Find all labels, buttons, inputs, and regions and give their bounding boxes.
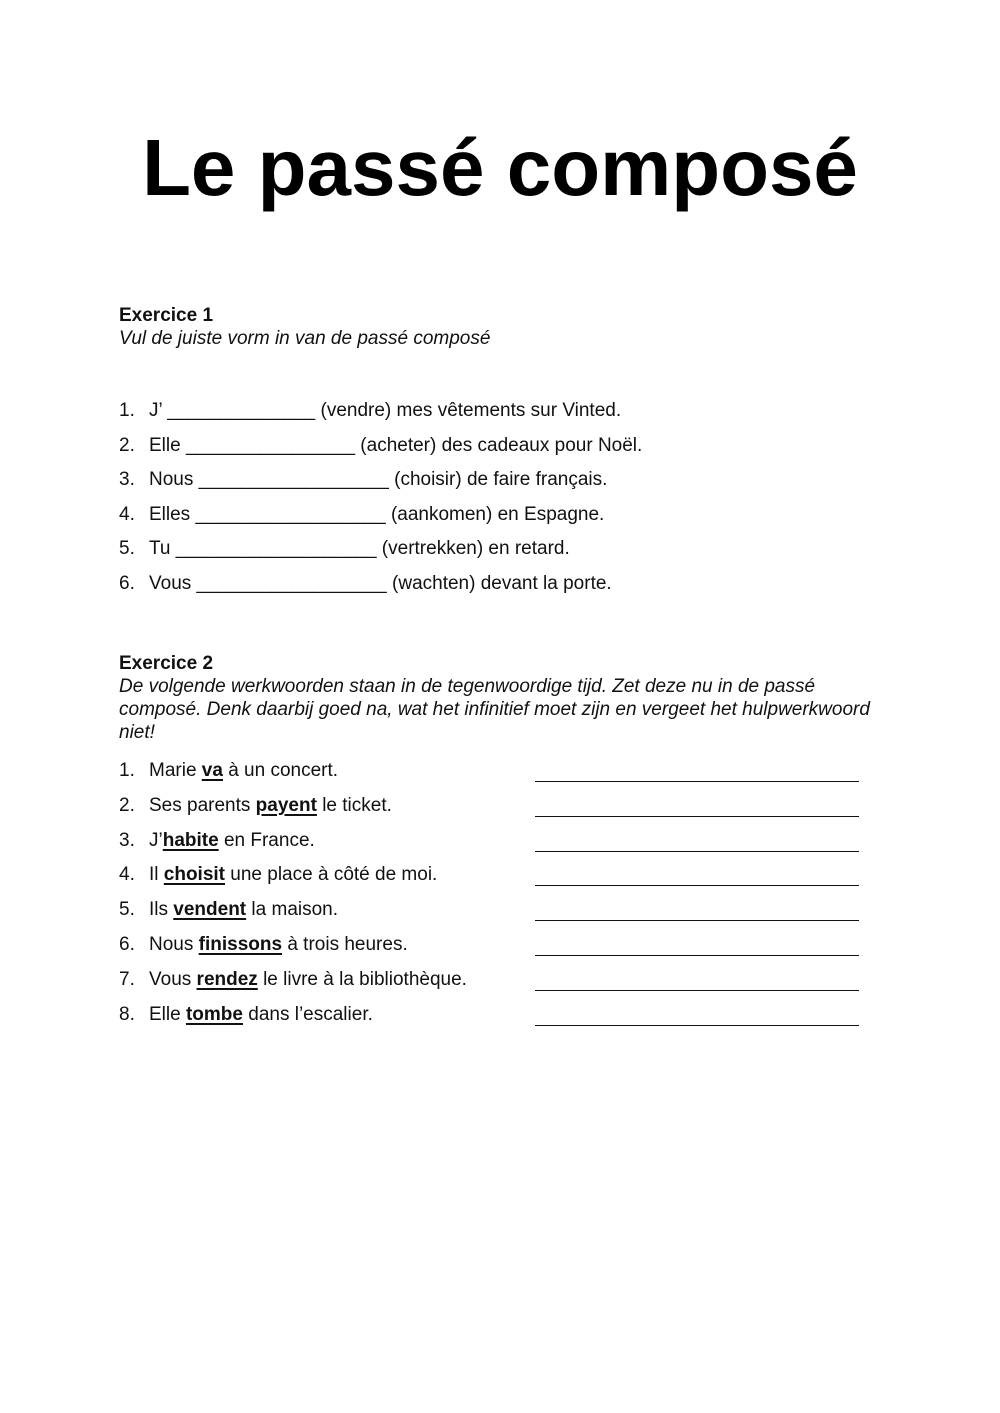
item-text-after: en France. — [218, 829, 315, 851]
item-text-before: J’ — [149, 829, 163, 851]
item-text-after: à un concert. — [222, 760, 339, 781]
exercise-2-section — [119, 652, 879, 1032]
exercise-1-section — [119, 304, 879, 602]
exercise-2-item — [119, 893, 879, 928]
conjugated-verb: vendent — [173, 899, 247, 921]
item-number: 3. — [119, 829, 135, 851]
conjugated-verb: tombe — [185, 1003, 243, 1025]
answer-line[interactable] — [535, 885, 859, 886]
item-text-before: Il — [149, 864, 164, 886]
item-text-after: à trois heures. — [282, 933, 408, 955]
answer-line[interactable] — [535, 781, 859, 782]
item-number: 1. — [119, 760, 135, 781]
item-text-before: Nous — [149, 933, 199, 955]
item-text-before: Elle — [149, 1003, 186, 1025]
page-title: Le passé composé — [142, 123, 858, 212]
item-number: 7. — [119, 968, 135, 990]
item-text-after: le livre à la bibliothèque. — [257, 968, 467, 990]
conjugated-verb: payent — [255, 794, 317, 816]
item-text-before: Ils — [149, 899, 174, 921]
item-number: 6. — [119, 933, 135, 955]
exercise-1-item[interactable] — [119, 463, 879, 498]
item-number: 1. — [119, 400, 135, 421]
exercise-1-item[interactable] — [119, 532, 879, 567]
item-sentence: Tu ___________________ (vertrekken) en retard. — [149, 538, 570, 560]
exercise-2-item — [119, 754, 879, 789]
answer-line[interactable] — [535, 816, 859, 817]
answer-line[interactable] — [535, 920, 859, 921]
item-sentence: Vous __________________ (wachten) devant la porte. — [149, 572, 612, 594]
item-number: 3. — [119, 469, 135, 491]
answer-line[interactable] — [535, 851, 859, 852]
answer-line[interactable] — [535, 955, 859, 956]
exercise-1-heading: Exercice 1 — [119, 305, 214, 326]
answer-line[interactable] — [535, 1025, 859, 1026]
exercise-2-item — [119, 928, 879, 963]
conjugated-verb: rendez — [196, 968, 258, 990]
exercise-1-item[interactable] — [119, 567, 879, 602]
item-text-before: Ses parents — [149, 794, 256, 816]
exercise-2-item — [119, 998, 879, 1033]
item-number: 4. — [119, 864, 135, 886]
conjugated-verb: choisit — [163, 864, 226, 886]
item-number: 2. — [119, 794, 135, 816]
conjugated-verb: va — [201, 760, 223, 781]
exercise-1-list — [119, 394, 879, 602]
exercise-2-item — [119, 789, 879, 824]
item-sentence: Elles __________________ (aankomen) en Espagne. — [149, 503, 605, 525]
item-number: 2. — [119, 434, 135, 456]
exercise-2-heading: Exercice 2 — [119, 653, 214, 674]
exercise-2-item — [119, 824, 879, 859]
exercise-1-instruction: Vul de juiste vorm in van de passé composé — [119, 328, 491, 349]
item-number: 5. — [119, 538, 135, 560]
exercise-2-item — [119, 963, 879, 998]
exercise-2-list — [119, 754, 879, 1032]
conjugated-verb: finissons — [198, 933, 283, 955]
exercise-1-item[interactable] — [119, 498, 879, 533]
item-text-after: la maison. — [246, 899, 339, 921]
item-text-before: Marie — [149, 760, 202, 781]
item-number: 6. — [119, 572, 135, 594]
item-sentence: J’ ______________ (vendre) mes vêtements sur Vinted. — [149, 400, 622, 421]
item-number: 5. — [119, 899, 135, 921]
exercise-2-instruction: De volgende werkwoorden staan in de tegenwoordige tijd. Zet deze nu in de passé composé. Denk daarbij goed na, wat het infinitief moet zijn en vergeet het hulpwerkwoord niet! — [119, 676, 870, 743]
item-number: 4. — [119, 503, 135, 525]
item-text-after: une place à côté de moi. — [225, 864, 438, 886]
item-text-before: Vous — [149, 968, 197, 990]
item-sentence: Elle ________________ (acheter) des cadeaux pour Noël. — [149, 434, 643, 456]
exercise-2-item — [119, 858, 879, 893]
exercise-1-item[interactable] — [119, 429, 879, 464]
answer-line[interactable] — [535, 990, 859, 991]
item-text-after: dans l’escalier. — [242, 1003, 373, 1025]
item-sentence: Nous __________________ (choisir) de faire français. — [149, 469, 608, 491]
exercise-1-item[interactable] — [119, 394, 879, 429]
item-text-after: le ticket. — [316, 794, 392, 816]
item-number: 8. — [119, 1003, 135, 1025]
conjugated-verb: habite — [162, 829, 219, 851]
